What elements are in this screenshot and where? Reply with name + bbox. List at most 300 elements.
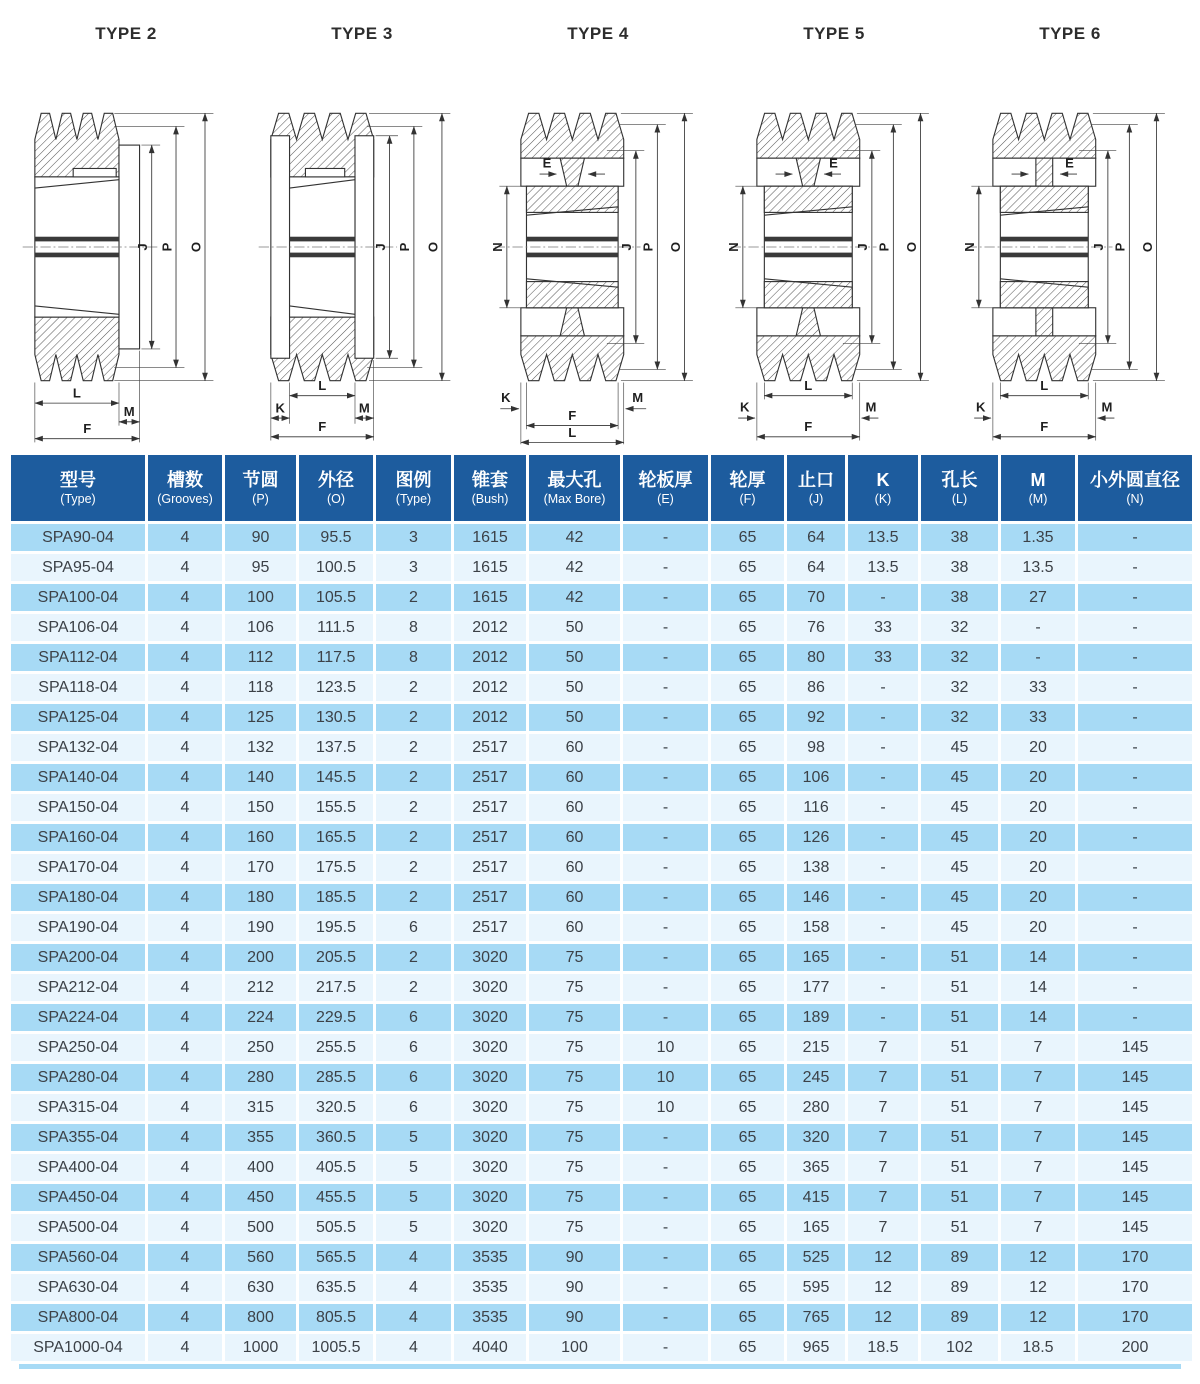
- table-cell: -: [847, 913, 920, 943]
- table-cell: 250: [224, 1033, 298, 1063]
- table-cell: -: [622, 523, 710, 553]
- table-cell: -: [622, 1333, 710, 1363]
- table-cell: -: [1077, 613, 1194, 643]
- dim-label: M: [1101, 399, 1113, 415]
- table-cell: 185.5: [298, 883, 375, 913]
- table-cell: 4: [147, 1033, 224, 1063]
- table-cell: 595: [786, 1273, 847, 1303]
- table-cell: -: [1077, 703, 1194, 733]
- pulley-drawing-type-4: [484, 46, 712, 448]
- col-header-f: 轮厚 (F): [710, 454, 786, 523]
- table-cell: 500: [224, 1213, 298, 1243]
- table-cell: 65: [710, 943, 786, 973]
- table-cell: 65: [710, 913, 786, 943]
- table-cell: 98: [786, 733, 847, 763]
- table-cell: -: [622, 1003, 710, 1033]
- table-cell: 229.5: [298, 1003, 375, 1033]
- pulley-section: [521, 113, 624, 158]
- table-cell: 4: [147, 763, 224, 793]
- table-cell: 2517: [453, 853, 528, 883]
- table-cell: 965: [786, 1333, 847, 1363]
- table-cell: 117.5: [298, 643, 375, 673]
- table-cell: 50: [528, 613, 622, 643]
- pulley-section: [1000, 253, 1088, 258]
- table-cell: 7: [1000, 1063, 1077, 1093]
- table-cell: -: [622, 673, 710, 703]
- dim-label: F: [83, 421, 92, 437]
- table-cell: 65: [710, 1273, 786, 1303]
- table-cell: 45: [920, 853, 1000, 883]
- pulley-section: [757, 113, 860, 158]
- table-cell: 5: [375, 1153, 453, 1183]
- table-cell: 38: [920, 523, 1000, 553]
- table-cell: 13.5: [847, 523, 920, 553]
- table-cell: -: [622, 883, 710, 913]
- table-cell: 180: [224, 883, 298, 913]
- table-cell: 51: [920, 943, 1000, 973]
- diagram-type-3: [246, 6, 478, 452]
- table-cell: 165.5: [298, 823, 375, 853]
- dim-label: J: [855, 243, 871, 251]
- col-header-maxbore: 最大孔 (Max Bore): [528, 454, 622, 523]
- table-cell: 20: [1000, 913, 1077, 943]
- table-cell: 137.5: [298, 733, 375, 763]
- pulley-section: [1036, 308, 1053, 336]
- table-row: [10, 943, 1194, 973]
- table-cell: 105.5: [298, 583, 375, 613]
- table-cell: 75: [528, 1093, 622, 1123]
- spec-table-body: [10, 523, 1194, 1363]
- table-row: [10, 973, 1194, 1003]
- drawing-title: TYPE 2: [95, 24, 157, 43]
- table-cell: 2012: [453, 703, 528, 733]
- table-cell: 215: [786, 1033, 847, 1063]
- pulley-section: [73, 168, 116, 176]
- table-cell: 51: [920, 1033, 1000, 1063]
- drawing-title: TYPE 3: [331, 24, 393, 43]
- table-cell: 2: [375, 883, 453, 913]
- table-cell: -: [847, 673, 920, 703]
- pulley-section: [993, 336, 1096, 381]
- pulley-section: [526, 253, 618, 258]
- table-cell: 4: [147, 1273, 224, 1303]
- table-cell: 4: [147, 973, 224, 1003]
- diagram-type-6: [954, 6, 1186, 452]
- table-cell: 75: [528, 1003, 622, 1033]
- table-cell: -: [1077, 583, 1194, 613]
- table-cell: 65: [710, 883, 786, 913]
- table-cell: 4: [147, 553, 224, 583]
- dim-label: P: [159, 242, 175, 252]
- table-cell: 255.5: [298, 1033, 375, 1063]
- table-cell: 33: [847, 613, 920, 643]
- table-cell: SPA140-04: [10, 763, 147, 793]
- table-cell: 45: [920, 733, 1000, 763]
- table-cell: 75: [528, 1183, 622, 1213]
- table-cell: 170: [224, 853, 298, 883]
- table-cell: SPA132-04: [10, 733, 147, 763]
- table-cell: 75: [528, 943, 622, 973]
- table-row: [10, 733, 1194, 763]
- table-cell: 45: [920, 913, 1000, 943]
- table-cell: 158: [786, 913, 847, 943]
- pulley-section: [1036, 158, 1053, 186]
- table-cell: 7: [1000, 1183, 1077, 1213]
- table-cell: 7: [847, 1063, 920, 1093]
- table-cell: -: [1077, 823, 1194, 853]
- table-row: [10, 823, 1194, 853]
- table-cell: 2: [375, 733, 453, 763]
- table-cell: SPA150-04: [10, 793, 147, 823]
- table-cell: 365: [786, 1153, 847, 1183]
- table-row: [10, 1063, 1194, 1093]
- table-cell: 4: [147, 1123, 224, 1153]
- table-cell: 140: [224, 763, 298, 793]
- table-cell: 2: [375, 823, 453, 853]
- pulley-section: [305, 168, 344, 176]
- table-cell: 65: [710, 973, 786, 1003]
- table-cell: 1.35: [1000, 523, 1077, 553]
- table-cell: 65: [710, 1303, 786, 1333]
- table-cell: 12: [847, 1243, 920, 1273]
- table-cell: 20: [1000, 823, 1077, 853]
- dim-label: L: [318, 378, 327, 394]
- table-cell: 18.5: [847, 1333, 920, 1363]
- table-cell: 320.5: [298, 1093, 375, 1123]
- table-cell: -: [1077, 943, 1194, 973]
- pulley-section: [290, 237, 355, 242]
- table-cell: 4: [147, 793, 224, 823]
- table-cell: SPA250-04: [10, 1033, 147, 1063]
- table-cell: -: [622, 1273, 710, 1303]
- table-cell: 1615: [453, 523, 528, 553]
- table-cell: 14: [1000, 943, 1077, 973]
- table-cell: 7: [847, 1123, 920, 1153]
- table-cell: 4: [375, 1273, 453, 1303]
- table-cell: 565.5: [298, 1243, 375, 1273]
- table-row: [10, 1333, 1194, 1363]
- table-cell: 150: [224, 793, 298, 823]
- dim-label: O: [425, 241, 441, 253]
- table-cell: 2012: [453, 643, 528, 673]
- dim-label: E: [1065, 155, 1074, 171]
- table-cell: 1615: [453, 553, 528, 583]
- table-cell: -: [847, 703, 920, 733]
- table-cell: 86: [786, 673, 847, 703]
- table-cell: 560: [224, 1243, 298, 1273]
- table-cell: 4: [147, 583, 224, 613]
- table-row: [10, 643, 1194, 673]
- col-header-legend: 图例 (Type): [375, 454, 453, 523]
- table-cell: SPA315-04: [10, 1093, 147, 1123]
- table-cell: 118: [224, 673, 298, 703]
- table-row: [10, 1273, 1194, 1303]
- table-cell: 4: [147, 1093, 224, 1123]
- table-cell: 4: [147, 1183, 224, 1213]
- table-cell: 7: [847, 1183, 920, 1213]
- table-cell: SPA112-04: [10, 643, 147, 673]
- table-cell: 65: [710, 1093, 786, 1123]
- dim-label: O: [667, 241, 683, 253]
- table-cell: 155.5: [298, 793, 375, 823]
- table-cell: 65: [710, 1333, 786, 1363]
- dim-label: M: [358, 400, 370, 416]
- table-cell: 12: [847, 1273, 920, 1303]
- dim-label: K: [975, 399, 986, 415]
- pulley-section: [35, 237, 119, 242]
- table-cell: 145.5: [298, 763, 375, 793]
- table-cell: 7: [847, 1213, 920, 1243]
- col-header-bush: 锥套 (Bush): [453, 454, 528, 523]
- table-cell: 4: [375, 1243, 453, 1273]
- table-cell: 1615: [453, 583, 528, 613]
- table-cell: 65: [710, 583, 786, 613]
- pulley-section: [1000, 237, 1088, 242]
- spec-table-header: [10, 454, 1194, 523]
- table-row: [10, 703, 1194, 733]
- table-cell: 3: [375, 523, 453, 553]
- table-cell: 630: [224, 1273, 298, 1303]
- table-cell: SPA170-04: [10, 853, 147, 883]
- table-row: [10, 523, 1194, 553]
- table-cell: 245: [786, 1063, 847, 1093]
- table-cell: 455.5: [298, 1183, 375, 1213]
- table-cell: 4: [147, 1213, 224, 1243]
- table-row: [10, 853, 1194, 883]
- table-cell: 7: [1000, 1153, 1077, 1183]
- table-cell: 132: [224, 733, 298, 763]
- table-cell: -: [622, 853, 710, 883]
- table-cell: -: [1077, 1003, 1194, 1033]
- table-cell: 2: [375, 583, 453, 613]
- table-cell: 76: [786, 613, 847, 643]
- table-cell: 106: [786, 763, 847, 793]
- table-cell: 18.5: [1000, 1333, 1077, 1363]
- table-cell: 60: [528, 883, 622, 913]
- table-cell: 12: [1000, 1243, 1077, 1273]
- table-cell: 2: [375, 793, 453, 823]
- table-cell: 4: [147, 1063, 224, 1093]
- table-cell: 51: [920, 1213, 1000, 1243]
- diagram-type-4: [482, 6, 714, 452]
- pulley-section: [993, 113, 1096, 158]
- table-cell: 1000: [224, 1333, 298, 1363]
- table-cell: -: [847, 763, 920, 793]
- table-cell: 805.5: [298, 1303, 375, 1333]
- table-cell: 111.5: [298, 613, 375, 643]
- table-cell: 12: [847, 1303, 920, 1333]
- table-row: [10, 1153, 1194, 1183]
- table-cell: 205.5: [298, 943, 375, 973]
- table-cell: 189: [786, 1003, 847, 1033]
- table-cell: 95.5: [298, 523, 375, 553]
- table-row: [10, 1213, 1194, 1243]
- table-cell: 4: [147, 823, 224, 853]
- table-cell: 5: [375, 1183, 453, 1213]
- table-cell: 2: [375, 943, 453, 973]
- dim-label: F: [804, 419, 813, 435]
- table-cell: SPA106-04: [10, 613, 147, 643]
- dim-label: O: [1139, 241, 1155, 253]
- table-cell: 65: [710, 763, 786, 793]
- table-cell: 2012: [453, 613, 528, 643]
- table-cell: 102: [920, 1333, 1000, 1363]
- table-cell: 32: [920, 613, 1000, 643]
- dim-label: L: [568, 424, 577, 440]
- table-cell: 2: [375, 673, 453, 703]
- table-cell: 106: [224, 613, 298, 643]
- table-cell: -: [622, 733, 710, 763]
- table-cell: 10: [622, 1033, 710, 1063]
- table-cell: -: [847, 853, 920, 883]
- table-cell: 2517: [453, 823, 528, 853]
- table-cell: 12: [1000, 1273, 1077, 1303]
- table-cell: 2012: [453, 673, 528, 703]
- table-cell: 65: [710, 1243, 786, 1273]
- table-cell: 800: [224, 1303, 298, 1333]
- table-cell: 6: [375, 1093, 453, 1123]
- table-cell: 4040: [453, 1333, 528, 1363]
- table-cell: 100: [224, 583, 298, 613]
- table-cell: 33: [847, 643, 920, 673]
- table-cell: 170: [1077, 1243, 1194, 1273]
- table-cell: 64: [786, 523, 847, 553]
- table-cell: -: [1077, 733, 1194, 763]
- table-cell: 405.5: [298, 1153, 375, 1183]
- table-cell: SPA355-04: [10, 1123, 147, 1153]
- table-cell: 100.5: [298, 553, 375, 583]
- table-cell: 145: [1077, 1093, 1194, 1123]
- table-cell: -: [1077, 553, 1194, 583]
- table-cell: 285.5: [298, 1063, 375, 1093]
- table-row: [10, 913, 1194, 943]
- table-cell: SPA200-04: [10, 943, 147, 973]
- table-cell: 320: [786, 1123, 847, 1153]
- dim-label: N: [962, 242, 978, 252]
- table-cell: 4: [147, 1153, 224, 1183]
- table-cell: 8: [375, 613, 453, 643]
- col-header-pitch: 节圆 (P): [224, 454, 298, 523]
- dim-label: P: [640, 242, 656, 252]
- table-cell: 3020: [453, 973, 528, 1003]
- table-cell: 75: [528, 1123, 622, 1153]
- table-cell: -: [847, 823, 920, 853]
- col-header-k: K (K): [847, 454, 920, 523]
- table-cell: 80: [786, 643, 847, 673]
- table-cell: 10: [622, 1093, 710, 1123]
- pulley-section: [35, 113, 119, 177]
- table-cell: -: [1077, 763, 1194, 793]
- table-cell: 190: [224, 913, 298, 943]
- table-cell: 116: [786, 793, 847, 823]
- table-cell: 5: [375, 1123, 453, 1153]
- table-cell: 7: [1000, 1213, 1077, 1243]
- table-cell: SPA400-04: [10, 1153, 147, 1183]
- table-cell: 3535: [453, 1273, 528, 1303]
- table-cell: 177: [786, 973, 847, 1003]
- table-cell: SPA450-04: [10, 1183, 147, 1213]
- table-cell: SPA125-04: [10, 703, 147, 733]
- table-cell: 20: [1000, 853, 1077, 883]
- table-cell: 6: [375, 1063, 453, 1093]
- table-cell: 400: [224, 1153, 298, 1183]
- table-cell: 90: [224, 523, 298, 553]
- table-cell: 145: [1077, 1183, 1194, 1213]
- table-cell: 65: [710, 673, 786, 703]
- table-cell: SPA280-04: [10, 1063, 147, 1093]
- table-cell: 3: [375, 553, 453, 583]
- dim-label: K: [275, 400, 285, 416]
- table-row: [10, 1033, 1194, 1063]
- table-cell: 4: [147, 1303, 224, 1333]
- table-row: [10, 1093, 1194, 1123]
- table-cell: -: [622, 583, 710, 613]
- table-cell: 13.5: [1000, 553, 1077, 583]
- table-cell: 175.5: [298, 853, 375, 883]
- table-cell: -: [847, 973, 920, 1003]
- table-cell: 65: [710, 523, 786, 553]
- table-cell: -: [622, 613, 710, 643]
- table-cell: 2517: [453, 883, 528, 913]
- table-cell: 145: [1077, 1123, 1194, 1153]
- table-cell: 65: [710, 553, 786, 583]
- dim-label: M: [632, 390, 644, 406]
- table-cell: -: [622, 703, 710, 733]
- table-cell: 60: [528, 913, 622, 943]
- col-header-m: M (M): [1000, 454, 1077, 523]
- table-cell: 75: [528, 1033, 622, 1063]
- table-cell: 1005.5: [298, 1333, 375, 1363]
- table-cell: 4: [147, 1333, 224, 1363]
- table-cell: 3020: [453, 1093, 528, 1123]
- table-row: [10, 1183, 1194, 1213]
- table-cell: 65: [710, 1063, 786, 1093]
- table-cell: 51: [920, 1063, 1000, 1093]
- table-row: [10, 1123, 1194, 1153]
- table-cell: -: [622, 1303, 710, 1333]
- table-cell: 20: [1000, 733, 1077, 763]
- table-cell: 90: [528, 1243, 622, 1273]
- table-cell: 7: [1000, 1033, 1077, 1063]
- table-cell: 2: [375, 763, 453, 793]
- dim-label: J: [372, 243, 388, 251]
- table-cell: 4: [375, 1333, 453, 1363]
- pulley-section: [35, 253, 119, 258]
- table-cell: 75: [528, 1213, 622, 1243]
- pulley-drawing-type-2: [12, 46, 240, 448]
- col-header-l: 孔长 (L): [920, 454, 1000, 523]
- table-cell: 65: [710, 643, 786, 673]
- table-cell: 2517: [453, 913, 528, 943]
- dim-label: L: [72, 385, 81, 401]
- table-cell: 165: [786, 943, 847, 973]
- pulley-section: [764, 237, 852, 242]
- table-cell: 3020: [453, 1153, 528, 1183]
- table-cell: 8: [375, 643, 453, 673]
- table-cell: -: [1077, 913, 1194, 943]
- table-cell: SPA118-04: [10, 673, 147, 703]
- table-cell: 415: [786, 1183, 847, 1213]
- table-cell: SPA160-04: [10, 823, 147, 853]
- table-cell: 38: [920, 583, 1000, 613]
- table-cell: 12: [1000, 1303, 1077, 1333]
- table-cell: 212: [224, 973, 298, 1003]
- table-cell: 765: [786, 1303, 847, 1333]
- table-cell: 2: [375, 973, 453, 1003]
- dim-label: E: [829, 155, 838, 171]
- table-row: [10, 793, 1194, 823]
- table-cell: -: [622, 643, 710, 673]
